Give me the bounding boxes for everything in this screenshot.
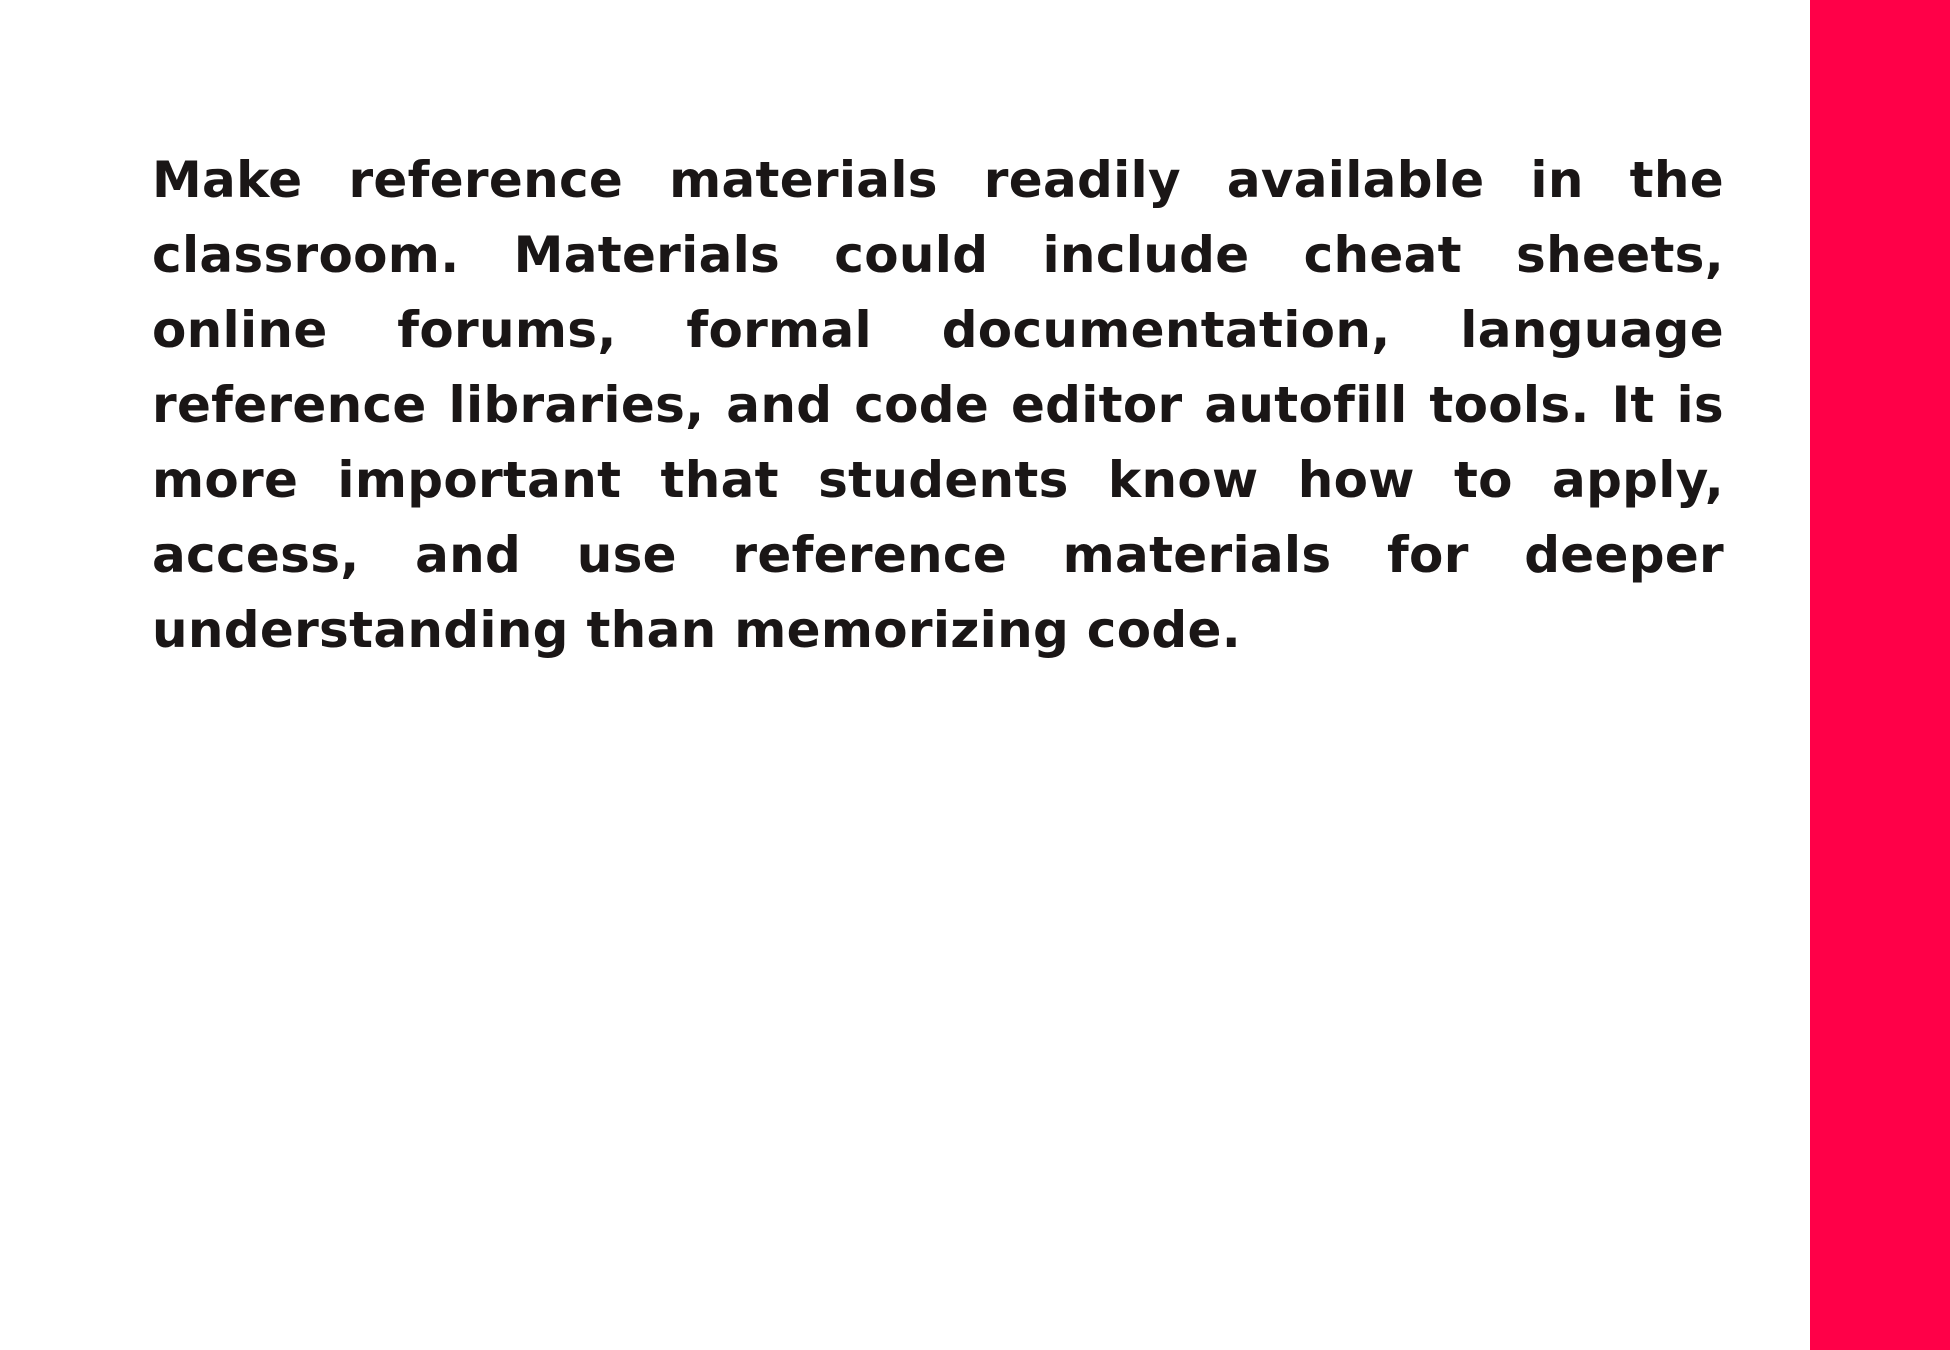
content-area: [152, 143, 1724, 668]
body-paragraph: Make reference materials readily available in the classroom. Materials could include cheat sheets, online forums, formal documentation, language reference libraries, and code editor autofill tools. It is more important that students know how to apply, access, and use reference materials for deeper understanding than memorizing code.: [152, 151, 1724, 659]
accent-sidebar-bar: [1810, 0, 1950, 1350]
